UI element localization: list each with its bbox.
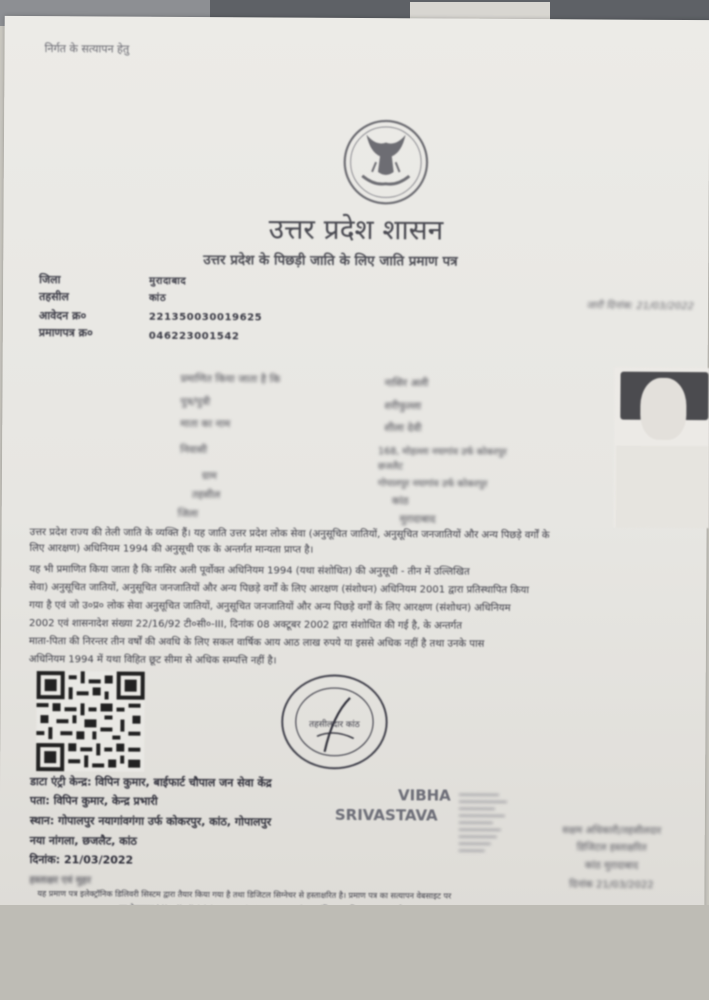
body-line: सेवा) अनुसूचित जातियों, अनुसूचित जनजातियों और अन्य पिछड़े वर्गों के लिए आरक्षण (संशोधन) अधिनियम 2001 द्वारा प्रतिस्थापित किया	[29, 582, 529, 597]
document-subtitle: उत्तर प्रदेश के पिछड़ी जाति के लिए जाति प्रमाण पत्र	[203, 252, 458, 270]
official-seal	[276, 668, 393, 777]
body-line: गया है एवं जो उ०प्र० लोक सेवा अनुसूचित जातियों, अनुसूचित जनजातियों और अन्य पिछड़े वर्गों के लिए आरक्षण (संशोधन) अधिनियम	[29, 600, 511, 614]
sign-label: हस्ताक्षर एवं मुहर	[29, 875, 92, 887]
issuer-line: नया नांगला, छजलैट, कांठ	[29, 834, 137, 848]
detail-value: छजलैट	[377, 461, 403, 473]
application-no-label: आवेदन क्र०	[38, 309, 87, 323]
digital-signature-stamp	[455, 789, 515, 861]
applicant-photo	[614, 368, 709, 529]
authority-date: दिनांक 21/03/2022	[569, 879, 654, 891]
detail-value: गोपालपुर नयागांव उर्फ कोकरपुर	[377, 478, 488, 490]
body-line: माता-पिता की निरन्तर तीन वर्षों की अवधि के लिए सकल वार्षिक आय आठ लाख रुपये या इससे अधिक नहीं है तथा उनके पास	[28, 636, 485, 650]
footnote-line: यह प्रमाण पत्र इलेक्ट्रॉनिक डिलिवरी सिस्टम द्वारा तैयार किया गया है तथा डिजिटल सिग्नेचर से हस्ताक्षरित है। प्रमाण पत्र का सत्यापन वेबसाइट पर	[37, 889, 452, 901]
issuer-line: डाटा एंट्री केन्द्र: विपिन कुमार, बाईफार्ट चौपाल जन सेवा केंद्र	[30, 775, 272, 790]
signature-last-name: SRIVASTAVA	[334, 805, 438, 825]
seal-text: तहसीलदार कांठ	[309, 719, 360, 730]
header-note: निर्गत के सत्यापन हेतु	[44, 42, 130, 56]
detail-value: 168, मोहल्ला नयागांव उर्फ कोकरपुर	[378, 446, 507, 458]
authority-line: सक्षम अधिकारी/तहसीलदार	[562, 825, 662, 837]
detail-label: माता का नाम	[180, 417, 231, 431]
body-line: उत्तर प्रदेश राज्य की तेली जाति के व्यक्ति हैं। यह जाति उत्तर प्रदेश लोक सेवा (अनुसूचित जातियों, अनुसूचित जनजातियों और अन्य पिछड़े वर्गों के	[29, 527, 550, 542]
detail-label: निवासी	[180, 443, 208, 457]
state-emblem-icon	[337, 113, 436, 212]
certificate-sheet	[0, 16, 709, 920]
certificate-no-label: प्रमाणपत्र क्र०	[38, 326, 93, 340]
detail-value: शरीफुल्ला	[384, 400, 422, 413]
signature-first-name: VIBHA	[397, 786, 451, 805]
document-title: उत्तर प्रदेश शासन	[268, 212, 444, 247]
tehsil-value: कांठ	[148, 292, 167, 304]
body-line: यह भी प्रमाणित किया जाता है कि नासिर अली पूर्वोक्त अधिनियम 1994 (यथा संशोधित) की अनुसूची - तीन में उल्लिखित	[29, 564, 470, 578]
issuer-date: दिनांक: 21/03/2022	[29, 853, 134, 867]
district-value: मुरादाबाद	[149, 275, 187, 287]
certificate-no-value: 046223001542	[148, 330, 240, 343]
body-line: अधिनियम 1994 में यथा विहित छूट सीमा से अधिक सम्पत्ति नहीं है।	[28, 654, 277, 667]
qr-code-icon	[36, 671, 145, 772]
body-line: लिए आरक्षण) अधिनियम 1994 की अनुसूची एक के अन्तर्गत मान्यता प्राप्त है।	[29, 543, 314, 556]
application-no-value: 221350030019625	[148, 311, 263, 324]
detail-value: शीला देवी	[384, 422, 422, 435]
detail-label: जिला	[177, 507, 199, 521]
tehsil-label: तहसील	[39, 290, 69, 304]
detail-label: प्रमाणित किया जाता है कि	[180, 372, 281, 386]
authority-line: कांठ मुरादाबाद	[584, 860, 639, 872]
issuer-line: पता: विपिन कुमार, केन्द्र प्रभारी	[29, 794, 158, 808]
table-surface	[0, 905, 709, 1000]
issuer-line: स्थान: गोपालपुर नयागांवगंगा उर्फ कोकरपुर, कांठ, गोपालपुर	[29, 814, 272, 829]
body-line: 2002 एवं शासनादेश संख्या 22/16/92 टी०सी०-III, दिनांक 08 अक्टूबर 2002 द्वारा संशोधित की गई है, के अन्तर्गत	[29, 618, 462, 632]
authority-line: डिजिटल हस्ताक्षरित	[576, 842, 647, 854]
detail-value: मुरादाबाद	[399, 513, 436, 526]
detail-label: पुत्र/पुत्री	[180, 395, 211, 409]
detail-value: कांठ	[391, 495, 409, 508]
district-label: जिला	[39, 273, 61, 287]
detail-label: तहसील	[191, 489, 221, 502]
detail-label: ग्राम	[201, 470, 217, 483]
background-paper	[410, 2, 550, 20]
issue-date: जारी दिनांक: 21/03/2022	[586, 300, 695, 313]
detail-value: नासिर अली	[384, 377, 429, 390]
